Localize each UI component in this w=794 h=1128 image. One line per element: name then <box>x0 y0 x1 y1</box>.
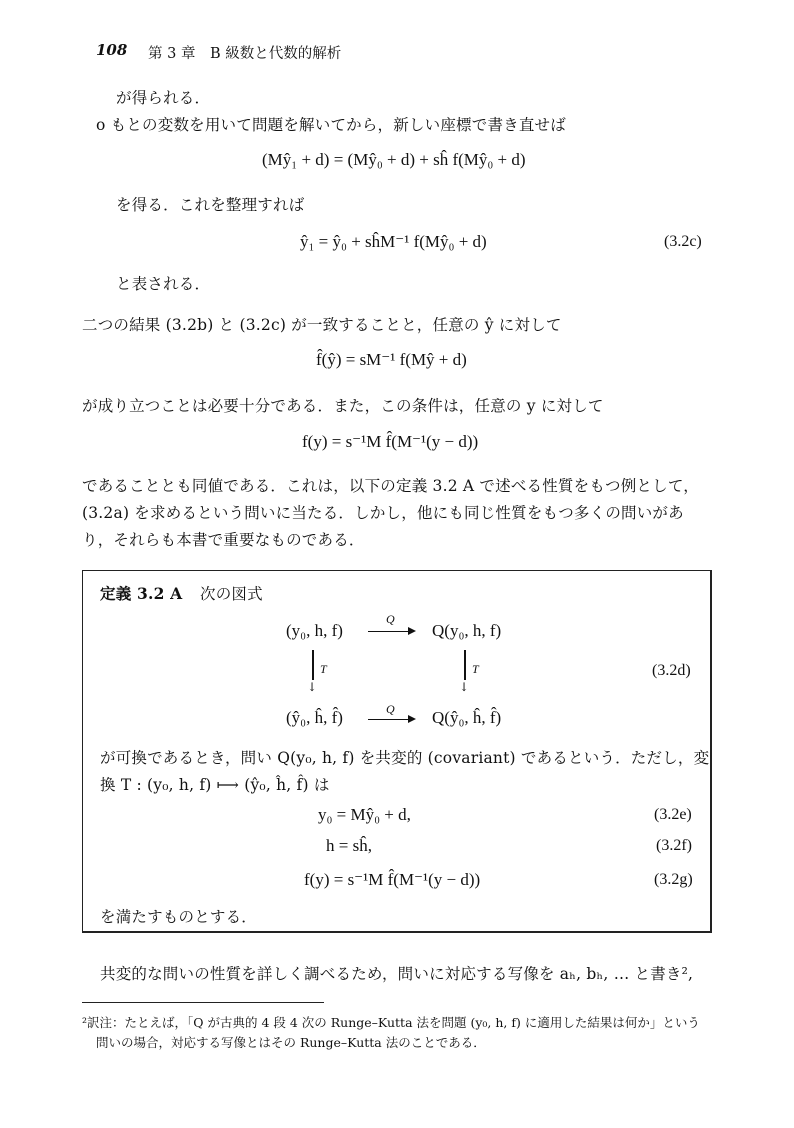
equation: f(y) = s⁻¹M f̂(M⁻¹(y − d)) <box>304 870 481 889</box>
equation-number: (3.2d) <box>652 662 691 679</box>
text-line: が得られる． <box>116 89 211 107</box>
page-number: 108 <box>96 41 128 59</box>
equation-number: (3.2f) <box>656 837 692 854</box>
footnote-rule <box>82 1002 324 1003</box>
equation-number: (3.2e) <box>654 806 692 823</box>
equation-number: (3.2c) <box>664 233 702 250</box>
equation: ŷ₁ = ŷ₀ + sĥM⁻¹ f(Mŷ₀ + d) <box>300 232 487 251</box>
text-line: 共変的な問いの性質を詳しく調べるため，問いに対応する写像を aₕ, bₕ, … と書き², <box>100 965 694 983</box>
text-line: が可換であるとき，問い Q(y₀, h, f) を共変的 (covariant) であるという．ただし，変 <box>100 749 710 767</box>
text-line: と表される． <box>116 275 211 293</box>
footnote-line: ²訳注：たとえば，「Q が古典的 4 段 4 次の Runge–Kutta 法を問題 (y₀, h, f) に適用した結果は何か」という <box>82 1015 700 1030</box>
arrow-down <box>312 650 314 680</box>
text-line: であることとも同値である．これは，以下の定義 3.2 A で述べる性質をもつ例として， <box>82 477 699 495</box>
arrow-label: T <box>320 662 327 676</box>
arrow-down <box>464 650 466 680</box>
running-header: 第 3 章 B 級数と代数的解析 <box>148 46 342 62</box>
arrow-label: T <box>472 662 479 676</box>
text-line: を得る．これを整理すれば <box>116 196 305 214</box>
arrow-right <box>368 719 414 720</box>
arrow-label: Q <box>386 702 395 716</box>
equation: f̂(ŷ) = sM⁻¹ f(Mŷ + d) <box>316 350 467 369</box>
text-line: o もとの変数を用いて問題を解いてから，新しい座標で書き直せば <box>96 116 566 134</box>
diagram-node: Q(ŷ₀, ĥ, f̂) <box>432 708 502 727</box>
equation: h = sĥ, <box>326 836 372 855</box>
equation: (Mŷ₁ + d) = (Mŷ₀ + d) + sĥ f(Mŷ₀ + d) <box>262 150 526 169</box>
definition-title: 定義 3.2 A <box>100 584 183 603</box>
arrow-label: Q <box>386 612 395 626</box>
text-line: 換 T : (y₀, h, f) ⟼ (ŷ₀, ĥ, f̂) は <box>100 776 330 794</box>
text-line: を満たすものとする． <box>100 908 258 926</box>
text-line: (3.2a) を求めるという問いに当たる．しかし，他にも同じ性質をもつ多くの問いがあ <box>82 504 684 522</box>
arrow-right <box>368 631 414 632</box>
text-line: が成り立つことは必要十分である．また，この条件は，任意の y に対して <box>82 397 604 415</box>
equation-number: (3.2g) <box>654 871 693 888</box>
footnote-line: 問いの場合，対応する写像とはその Runge–Kutta 法のことである． <box>96 1035 486 1050</box>
diagram-node: Q(y₀, h, f) <box>432 621 502 640</box>
text-line: り，それらも本書で重要なものである． <box>82 531 365 549</box>
diagram-node: (y₀, h, f) <box>286 621 343 640</box>
text-line: 次の図式 <box>200 585 263 603</box>
diagram-node: (ŷ₀, ĥ, f̂) <box>286 708 343 727</box>
equation: y₀ = Mŷ₀ + d, <box>318 805 411 824</box>
equation: f(y) = s⁻¹M f̂(M⁻¹(y − d)) <box>302 432 479 451</box>
text-line: 二つの結果 (3.2b) と (3.2c) が一致することと，任意の ŷ に対して <box>82 316 562 334</box>
